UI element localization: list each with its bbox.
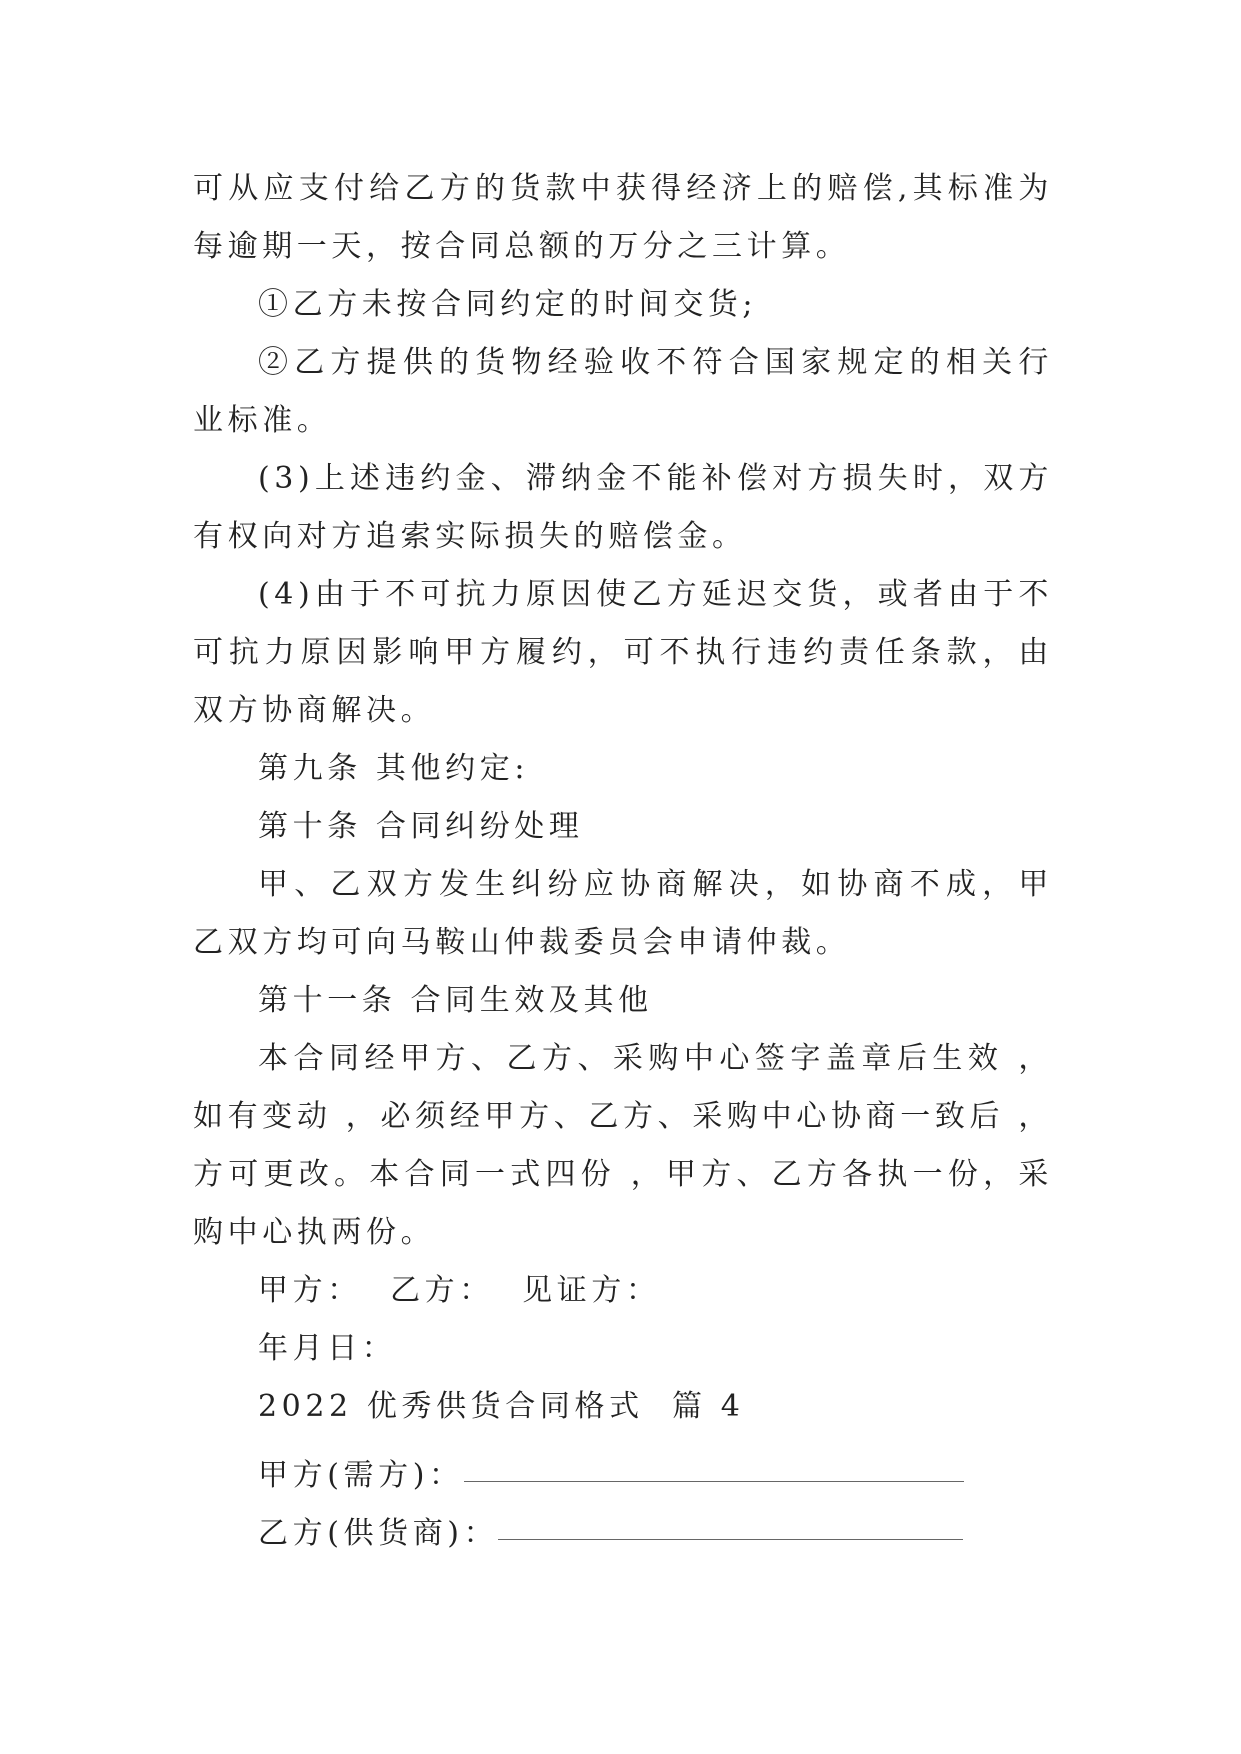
paragraph-clause-3: (3)上述违约金、滞纳金不能补偿对方损失时，双方有权向对方追索实际损失的赔偿金。 bbox=[193, 461, 1053, 554]
party-b-label: 乙方(供货商)： bbox=[258, 1516, 499, 1551]
party-a-label: 甲方(需方)： bbox=[258, 1458, 464, 1493]
paragraph-effectiveness: 本合同经甲方、乙方、采购中心签字盖章后生效 ，如有变动 ，必须经甲方、乙方、采购中心协商一致后 ，方可更改。本合同一式四份 ，甲方、乙方各执一份，采购中心执两份。 bbox=[193, 1041, 1053, 1250]
section-title-4: 2022 优秀供货合同格式 篇 4 bbox=[258, 1389, 745, 1424]
party-a-field bbox=[193, 1436, 1053, 1494]
document-page bbox=[193, 160, 1053, 1552]
party-a-blank-line bbox=[464, 1480, 964, 1482]
article-9-heading: 第九条 其他约定: bbox=[258, 751, 530, 786]
article-10-heading: 第十条 合同纠纷处理 bbox=[258, 809, 584, 844]
signature-parties: 甲方： 乙方： 见证方： bbox=[258, 1273, 661, 1308]
signature-date: 年月日： bbox=[258, 1331, 397, 1366]
paragraph-item-2: ②乙方提供的货物经验收不符合国家规定的相关行业标准。 bbox=[193, 345, 1053, 438]
party-b-field bbox=[193, 1494, 1053, 1552]
paragraph-clause-4: (4)由于不可抗力原因使乙方延迟交货，或者由于不可抗力原因影响甲方履约，可不执行违约责任条款，由双方协商解决。 bbox=[193, 577, 1053, 728]
paragraph-item-1: ①乙方未按合同约定的时间交货; bbox=[258, 287, 758, 322]
party-b-blank-line bbox=[498, 1538, 963, 1540]
paragraph-compensation-standard: 可从应支付给乙方的货款中获得经济上的赔偿,其标准为每逾期一天，按合同总额的万分之三计算。 bbox=[193, 171, 1053, 264]
paragraph-dispute-resolution: 甲、乙双方发生纠纷应协商解决，如协商不成，甲乙双方均可向马鞍山仲裁委员会申请仲裁。 bbox=[193, 867, 1053, 960]
article-11-heading: 第十一条 合同生效及其他 bbox=[258, 983, 653, 1018]
